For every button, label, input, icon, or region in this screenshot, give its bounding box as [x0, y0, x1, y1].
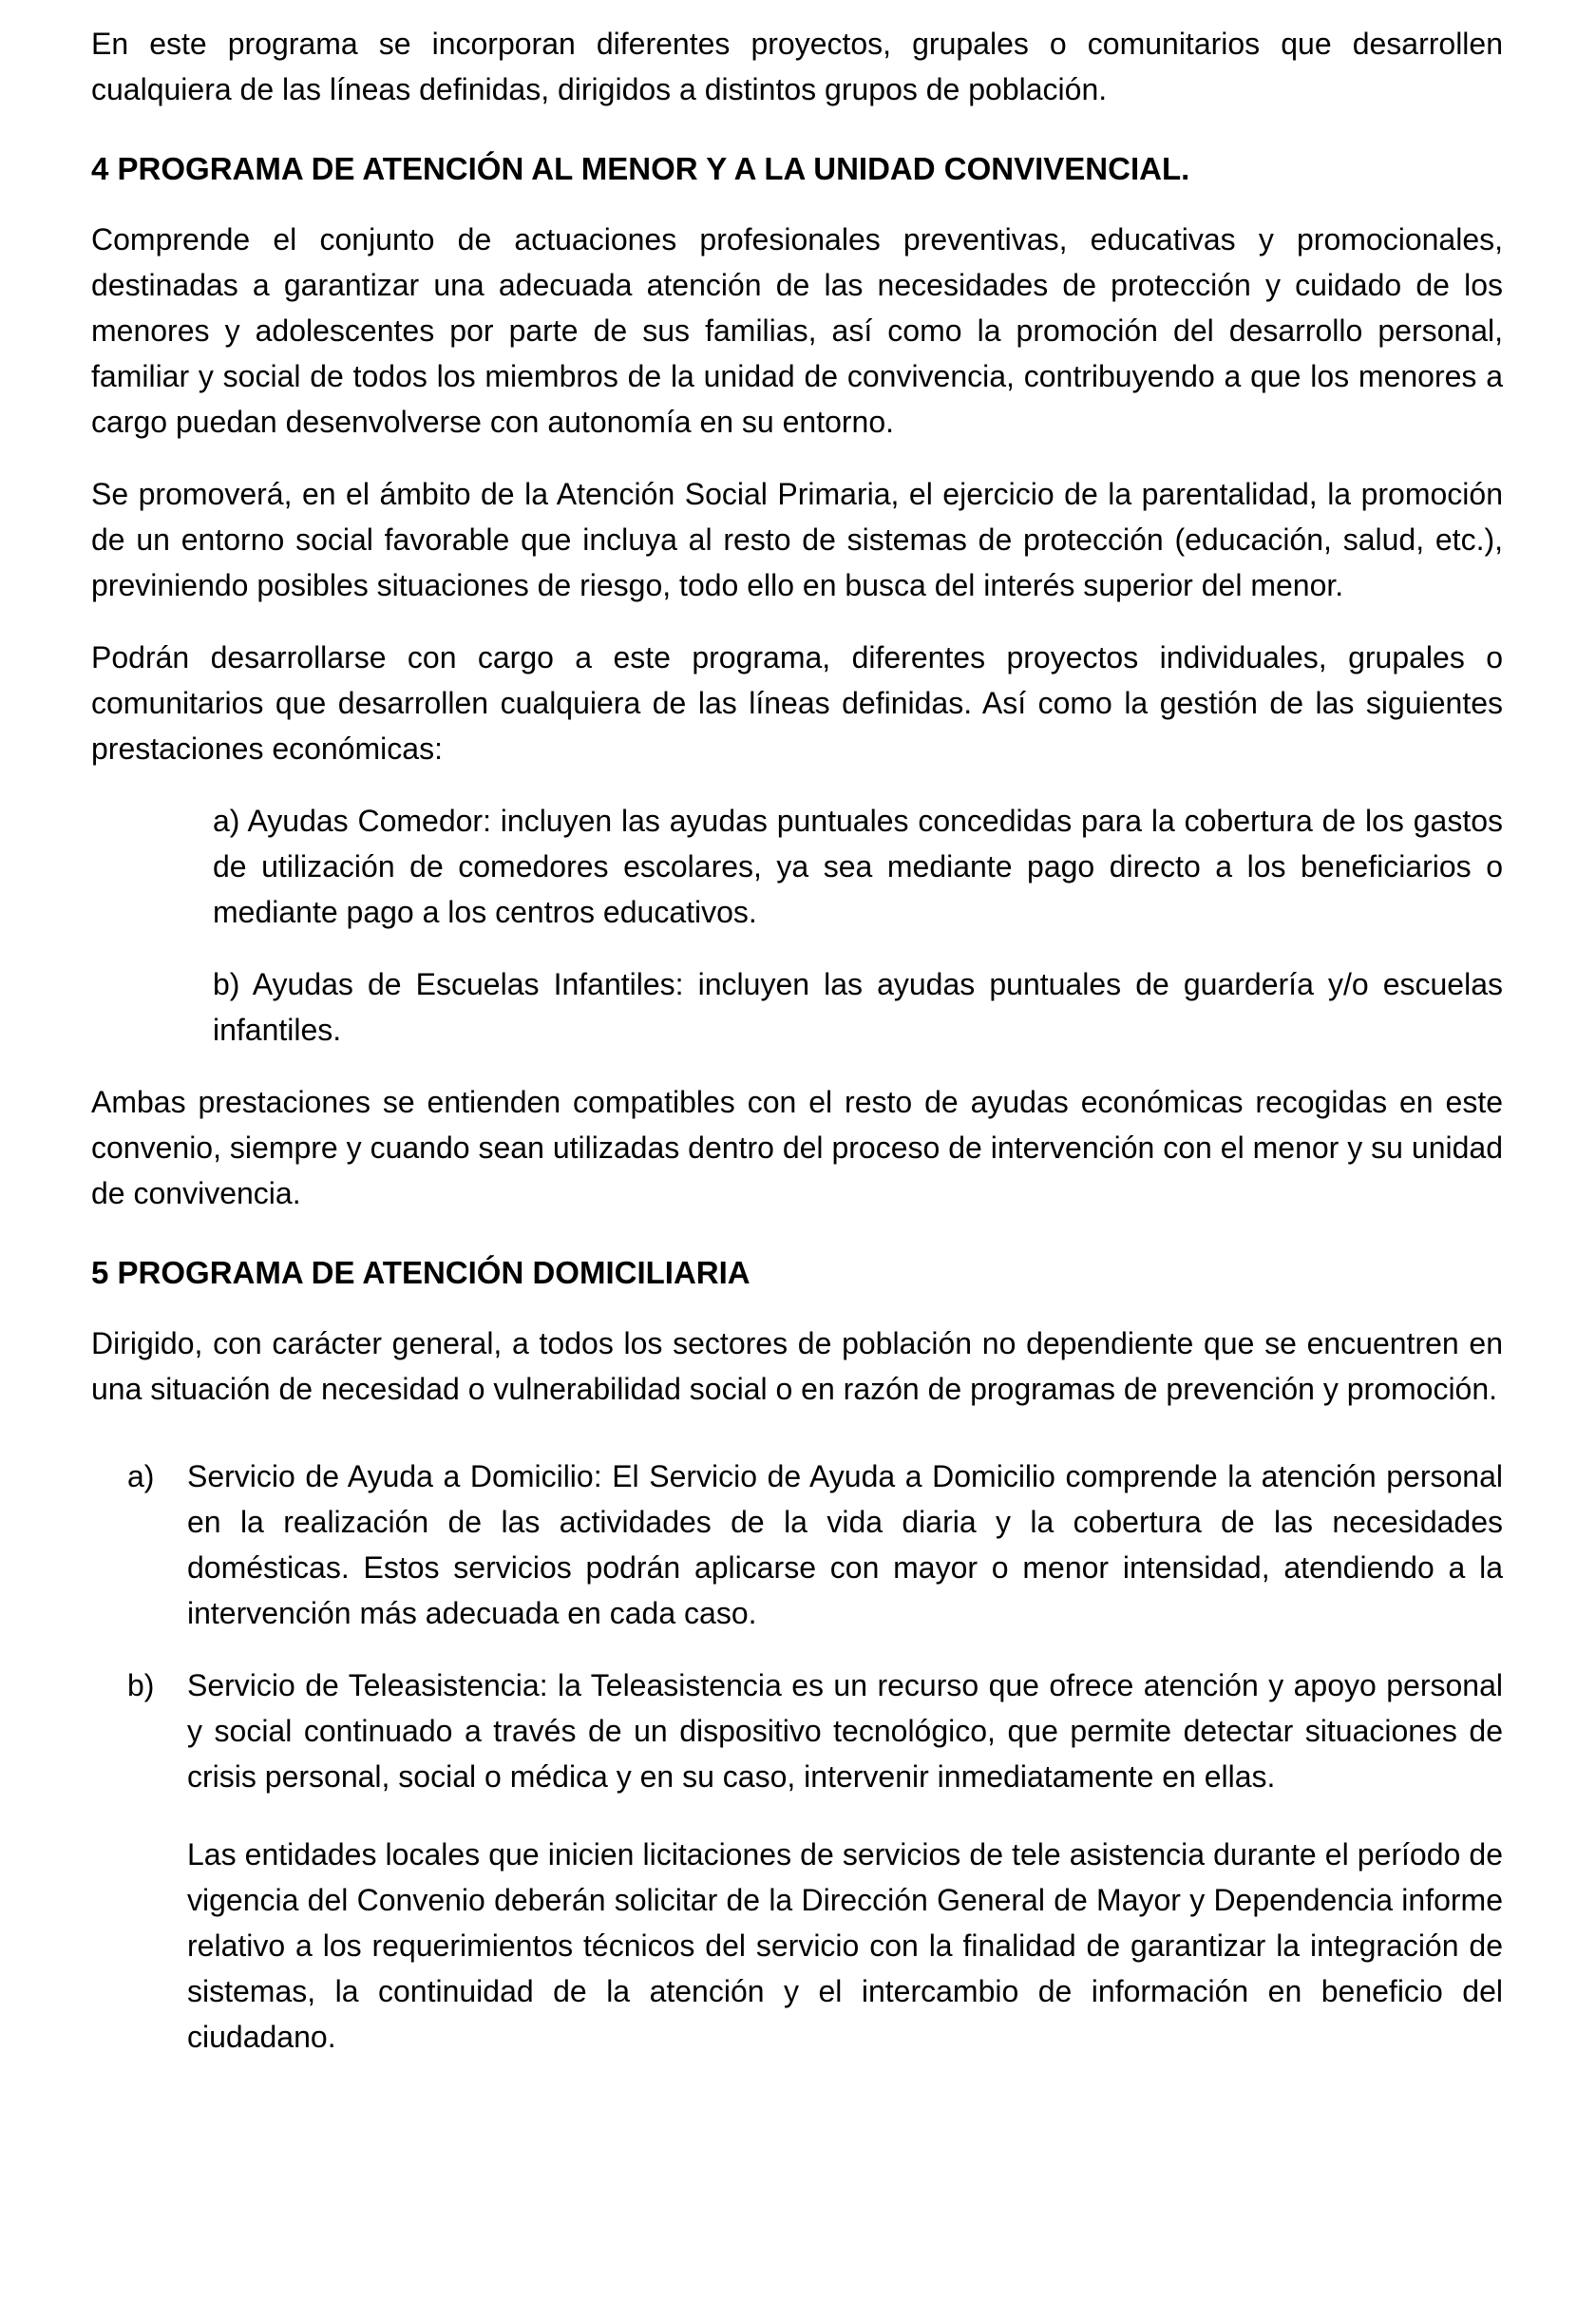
paragraph-program-intro: En este programa se incorporan diferentes proyectos, grupales o comunitarios que desarrollen cualquiera de las líneas definidas, dirigidos a distintos grupos de población.: [91, 27, 1503, 106]
list-marker-b: b): [127, 1668, 155, 1702]
paragraph-dirigido-caracter-general: Dirigido, con carácter general, a todos los sectores de población no dependiente que se encuentren en una situación de necesidad o vulnerabilidad social o en razón de programas de prevención y promoción.: [91, 1326, 1503, 1406]
heading-section-5-programa-atencion-domiciliaria: 5 PROGRAMA DE ATENCIÓN DOMICILIARIA: [91, 1255, 750, 1290]
list-item-ayudas-escuelas-infantiles: b) Ayudas de Escuelas Infantiles: incluyen las ayudas puntuales de guardería y/o escuelas infantiles.: [213, 967, 1503, 1047]
paragraph-se-promovera: Se promoverá, en el ámbito de la Atención Social Primaria, el ejercicio de la parentalidad, la promoción de un entorno social favorable que incluya al resto de sistemas de protección (educación, salud, etc.), previniendo posibles situaciones de riesgo, todo ello en busca del interés superior del menor.: [91, 477, 1503, 602]
paragraph-entidades-locales: Las entidades locales que inicien licitaciones de servicios de tele asistencia durante el período de vigencia del Convenio deberán solicitar de la Dirección General de Mayor y Dependencia informe relativo a los requerimientos técnicos del servicio con la finalidad de garantizar la integración de sistemas, la continuidad de la atención y el intercambio de información en beneficio del ciudadano.: [187, 1837, 1503, 2054]
list-item-servicio-teleasistencia: [127, 1662, 1503, 1799]
paragraph-ambas-prestaciones: Ambas prestaciones se entienden compatibles con el resto de ayudas económicas recogidas en este convenio, siempre y cuando sean utilizadas dentro del proceso de intervención con el menor y su unidad de convivencia.: [91, 1085, 1503, 1210]
list-item-text-servicio-teleasistencia: Servicio de Teleasistencia: la Teleasistencia es un recurso que ofrece atención y apoyo personal y social continuado a través de un dispositivo tecnológico, que permite detectar situaciones de crisis personal, social o médica y en su caso, intervenir inmediatamente en ellas.: [187, 1668, 1503, 1794]
list-item-ayudas-comedor: a) Ayudas Comedor: incluyen las ayudas puntuales concedidas para la cobertura de los gastos de utilización de comedores escolares, ya sea mediante pago directo a los beneficiarios o mediante pago a los centros educativos.: [213, 804, 1503, 929]
list-item-servicio-ayuda-domicilio: [127, 1454, 1503, 1636]
list-item-text-servicio-ayuda-domicilio: Servicio de Ayuda a Domicilio: El Servicio de Ayuda a Domicilio comprende la atención personal en la realización de las actividades de la vida diaria y la cobertura de las necesidades domésticas. Estos servicios podrán aplicarse con mayor o menor intensidad, atendiendo a la intervención más adecuada en cada caso.: [187, 1459, 1503, 1630]
heading-section-4-programa-atencion-menor: 4 PROGRAMA DE ATENCIÓN AL MENOR Y A LA UNIDAD CONVIVENCIAL.: [91, 151, 1190, 186]
list-marker-a: a): [127, 1459, 155, 1493]
paragraph-podran-desarrollarse: Podrán desarrollarse con cargo a este programa, diferentes proyectos individuales, grupales o comunitarios que desarrollen cualquiera de las líneas definidas. Así como la gestión de las siguientes prestaciones económicas:: [91, 640, 1503, 766]
paragraph-comprende-conjunto: Comprende el conjunto de actuaciones profesionales preventivas, educativas y promocionales, destinadas a garantizar una adecuada atención de las necesidades de protección y cuidado de los menores y adolescentes por parte de sus familias, así como la promoción del desarrollo personal, familiar y social de todos los miembros de la unidad de convivencia, contribuyendo a que los menores a cargo puedan desenvolverse con autonomía en su entorno.: [91, 222, 1503, 439]
